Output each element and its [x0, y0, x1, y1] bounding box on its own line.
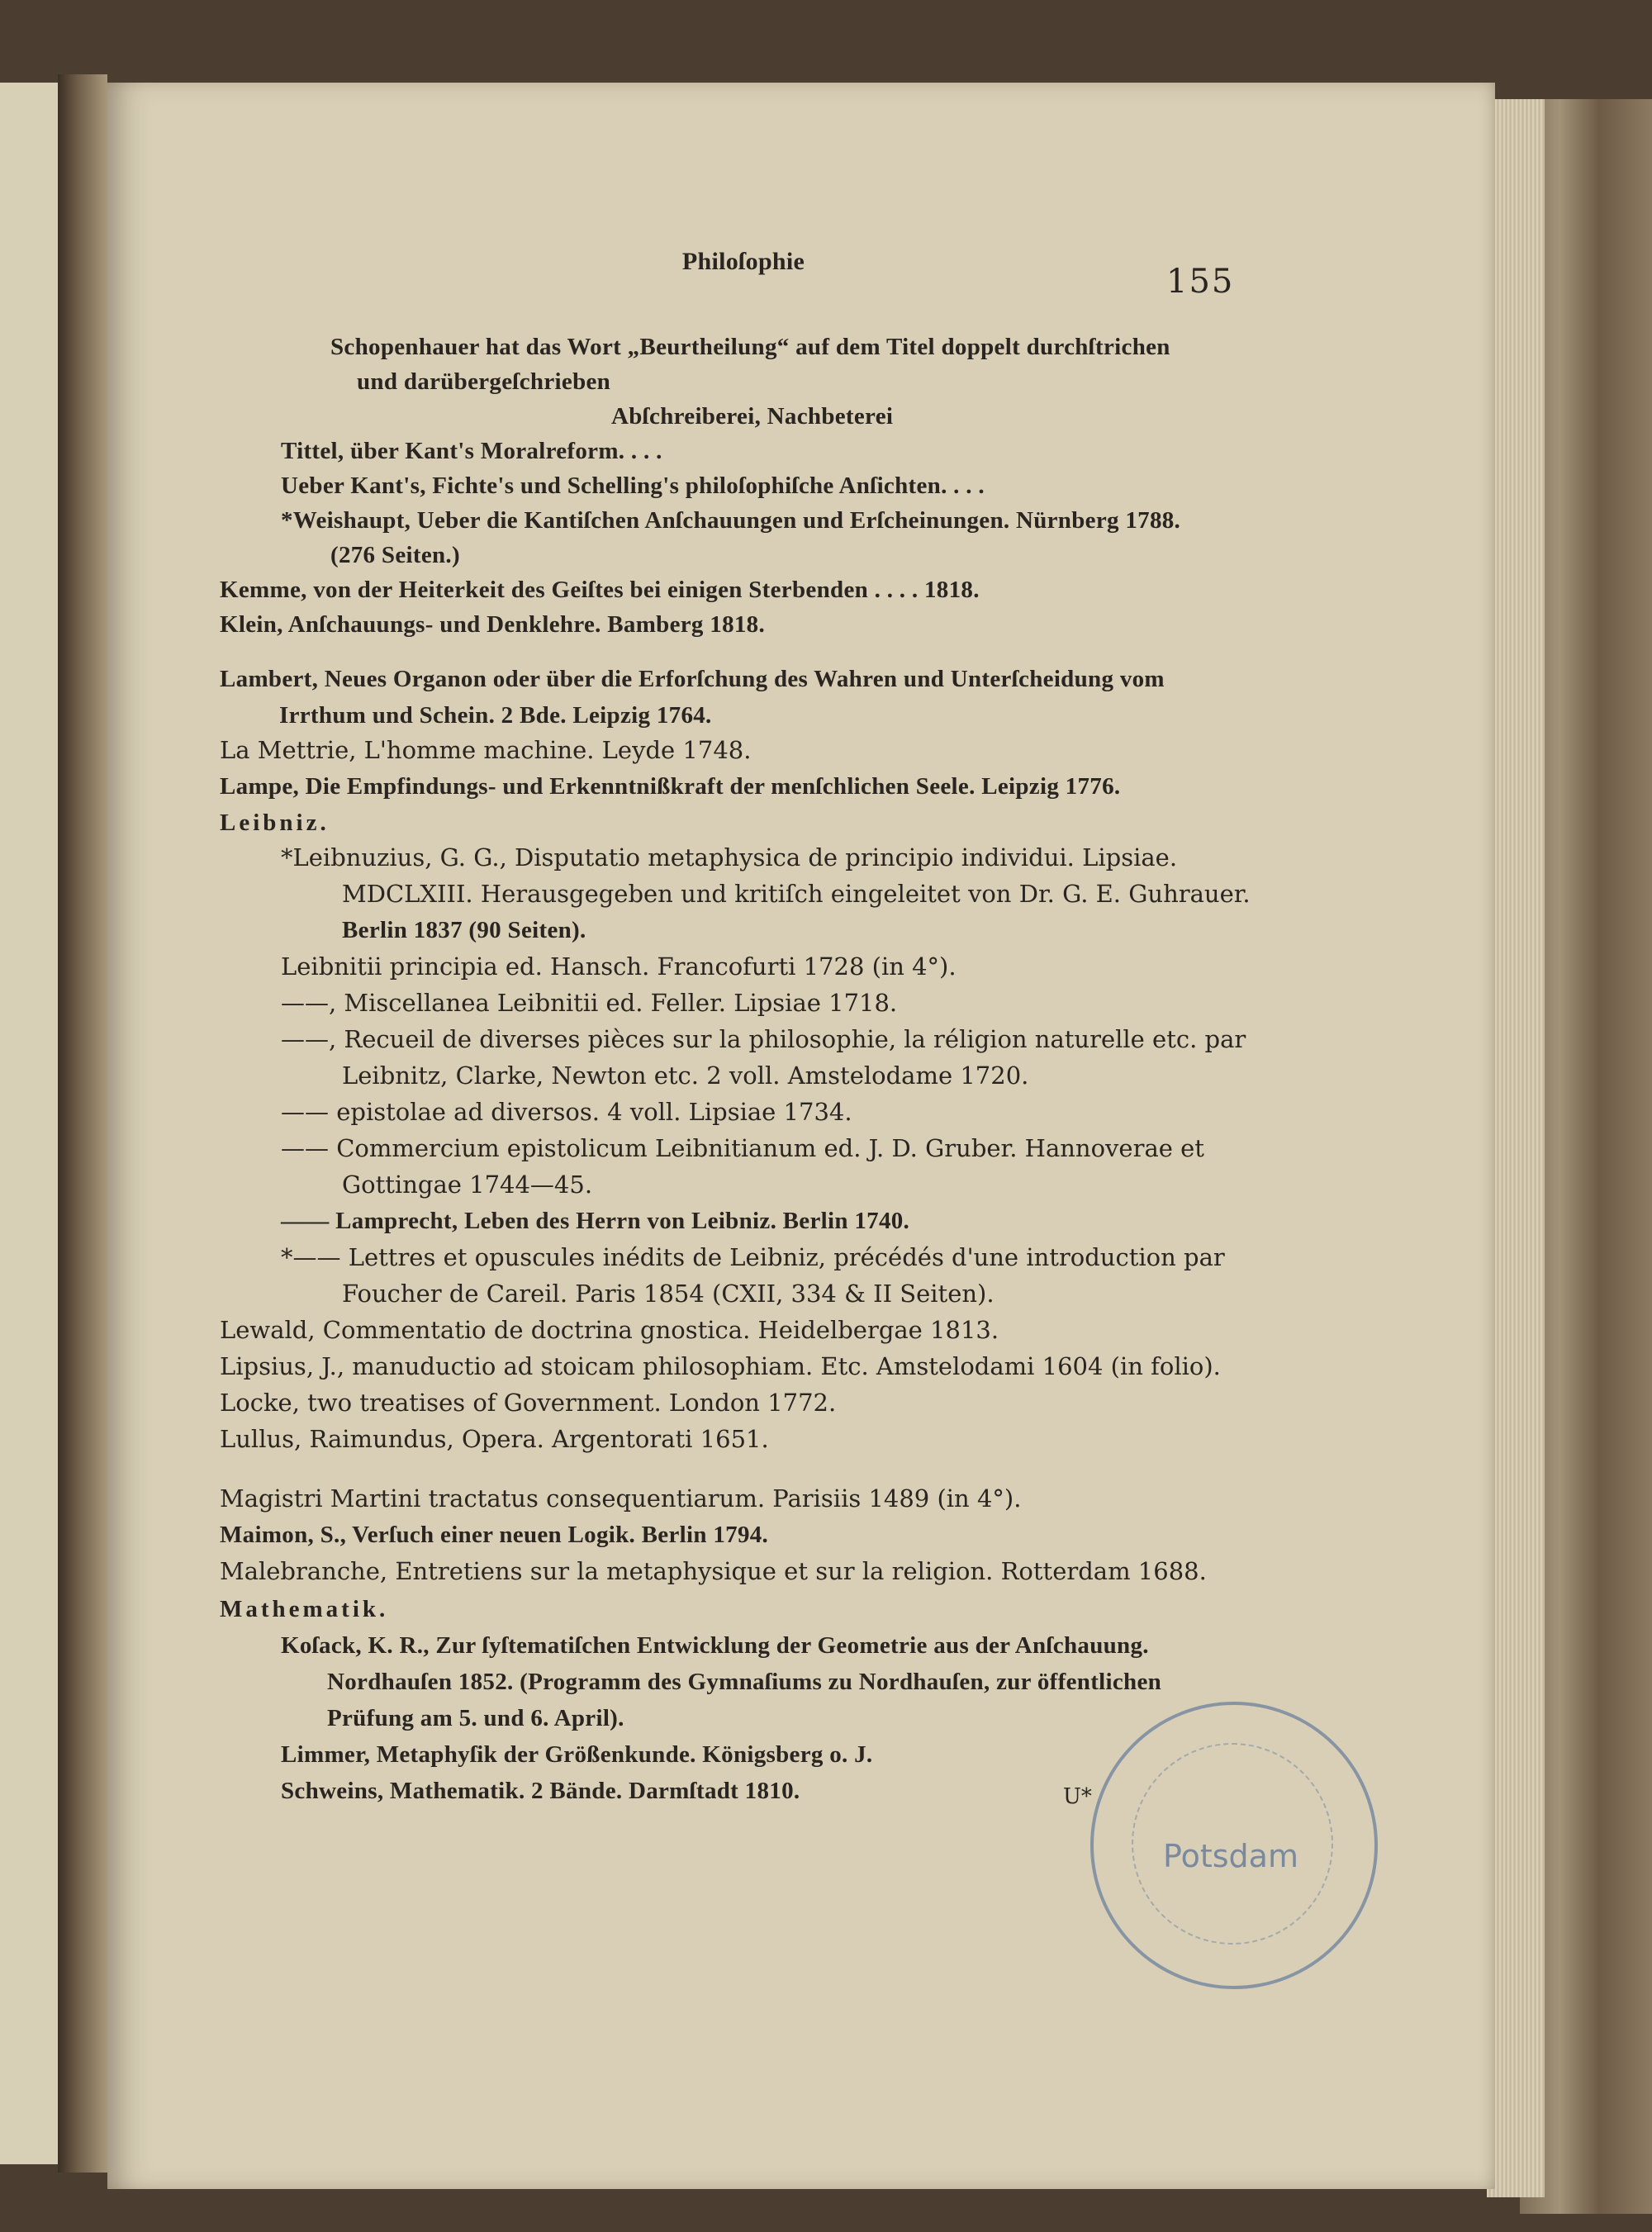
- entry-miscellanea: ——, Miscellanea Leibnitii ed. Feller. Lipsiae 1718.: [281, 989, 898, 1017]
- entry-recueil-cont: Leibnitz, Clarke, Newton etc. 2 voll. Amstelodame 1720.: [342, 1061, 1029, 1090]
- entry-schopenhauer-note: Schopenhauer hat das Wort „Beurtheilung“ auf dem Titel doppelt durchſtrichen: [330, 334, 1170, 360]
- page-stack-edge: [1487, 99, 1545, 2197]
- left-page-edge: [0, 83, 59, 2164]
- entry-leibnitii-principia: Leibnitii principia ed. Hansch. Francofurti 1728 (in 4°).: [281, 952, 957, 981]
- entry-epistolae: —— epistolae ad diversos. 4 voll. Lipsiae 1734.: [281, 1098, 852, 1126]
- entry-kosack-cont2: Prüfung am 5. und 6. April).: [327, 1705, 624, 1731]
- entry-kosack: Koſack, K. R., Zur ſyſtematiſchen Entwicklung der Geometrie aus der Anſchauung.: [281, 1632, 1149, 1659]
- entry-weishaupt: *Weishaupt, Ueber die Kantiſchen Anſchauungen und Erſcheinungen. Nürnberg 1788.: [281, 507, 1181, 534]
- entry-recueil: ——, Recueil de diverses pièces sur la philosophie, la réligion naturelle etc. par: [281, 1025, 1246, 1053]
- pencil-signature: U*: [1063, 1784, 1092, 1809]
- entry-kemme: Kemme, von der Heiterkeit des Geiſtes bei einigen Sterbenden . . . . 1818.: [220, 577, 980, 603]
- entry-lettres-cont: Foucher de Careil. Paris 1854 (CXII, 334 & II Seiten).: [342, 1280, 995, 1308]
- entry-limmer: Limmer, Metaphyſik der Größenkunde. Königsberg o. J.: [281, 1741, 873, 1768]
- running-header: Philoſophie: [681, 248, 805, 275]
- entry-commercium-cont: Gottingae 1744—45.: [342, 1171, 593, 1199]
- entry-la-mettrie: La Mettrie, L'homme machine. Leyde 1748.: [220, 736, 752, 764]
- entry-magistri: Magistri Martini tractatus consequentiarum. Parisiis 1489 (in 4°).: [220, 1484, 1022, 1513]
- library-stamp-text: Potsdam: [1163, 1838, 1298, 1874]
- entry-malebranche: Malebranche, Entretiens sur la metaphysique et sur la religion. Rotterdam 1688.: [220, 1557, 1207, 1585]
- entry-leibniz-heading: Leibniz.: [220, 810, 330, 836]
- entry-lettres: *—— Lettres et opuscules inédits de Leibniz, précédés d'une introduction par: [281, 1243, 1225, 1271]
- entry-lipsius: Lipsius, J., manuductio ad stoicam philosophiam. Etc. Amstelodami 1604 (in folio).: [220, 1352, 1221, 1380]
- entry-leibnuzius-cont2: Berlin 1837 (90 Seiten).: [342, 917, 586, 943]
- entry-locke: Locke, two treatises of Government. London 1772.: [220, 1389, 837, 1417]
- page-number: 155: [1166, 263, 1235, 301]
- entry-mathematik-heading: Mathematik.: [220, 1596, 389, 1622]
- entry-lewald: Lewald, Commentatio de doctrina gnostica. Heidelbergae 1813.: [220, 1316, 999, 1344]
- entry-kosack-cont: Nordhauſen 1852. (Programm des Gymnaſiums zu Nordhauſen, zur öffentlichen: [327, 1669, 1162, 1695]
- entry-maimon: Maimon, S., Verſuch einer neuen Logik. Berlin 1794.: [220, 1522, 769, 1548]
- entry-ueber-kants: Ueber Kant's, Fichte's und Schelling's philoſophiſche Anſichten. . . .: [281, 473, 985, 499]
- entry-lambert-cont: Irrthum und Schein. 2 Bde. Leipzig 1764.: [279, 702, 712, 729]
- entry-lamprecht: —— Lamprecht, Leben des Herrn von Leibniz. Berlin 1740.: [281, 1208, 910, 1234]
- entry-leibnuzius-cont: MDCLXIII. Herausgegeben und kritiſch eingeleitet von Dr. G. E. Guhrauer.: [342, 880, 1251, 908]
- entry-schweins: Schweins, Mathematik. 2 Bände. Darmſtadt 1810.: [281, 1778, 800, 1804]
- entry-weishaupt-pages: (276 Seiten.): [330, 542, 460, 568]
- entry-lullus: Lullus, Raimundus, Opera. Argentorati 1651.: [220, 1425, 769, 1453]
- entry-lampe: Lampe, Die Empfindungs- und Erkenntnißkraft der menſchlichen Seele. Leipzig 1776.: [220, 773, 1121, 800]
- entry-tittel: Tittel, über Kant's Moralreform. . . .: [281, 438, 662, 464]
- entry-commercium: —— Commercium epistolicum Leibnitianum ed. J. D. Gruber. Hannoverae et: [281, 1134, 1204, 1162]
- entry-schopenhauer-note-cont: und darübergeſchrieben: [357, 368, 611, 395]
- entry-lambert: Lambert, Neues Organon oder über die Erforſchung des Wahren und Unterſcheidung vom: [220, 666, 1165, 692]
- book-gutter: [58, 74, 107, 2173]
- entry-schopenhauer-note-title: Abſchreiberei, Nachbeterei: [611, 403, 894, 430]
- entry-klein: Klein, Anſchauungs- und Denklehre. Bamberg 1818.: [220, 611, 766, 638]
- entry-leibnuzius: *Leibnuzius, G. G., Disputatio metaphysica de principio individui. Lipsiae.: [281, 843, 1178, 871]
